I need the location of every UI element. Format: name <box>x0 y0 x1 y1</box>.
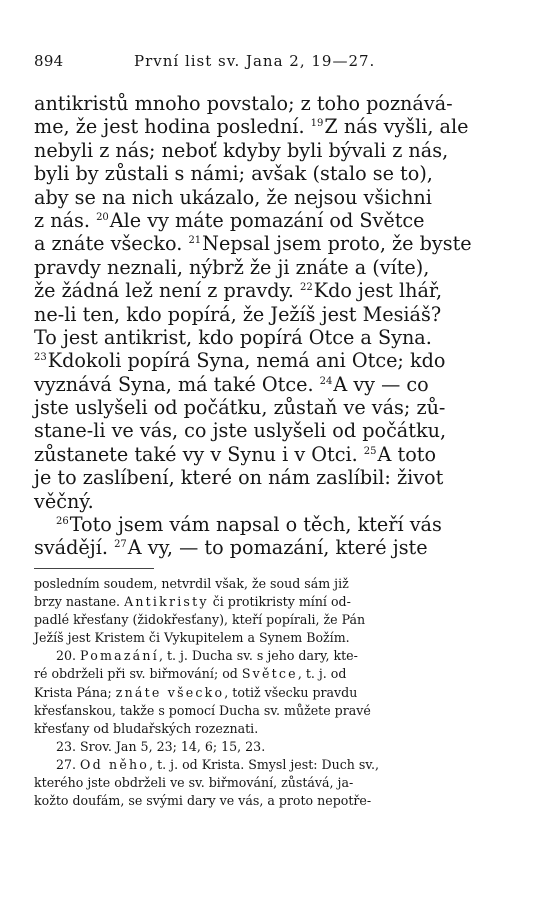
text-run: je to zaslíbení, které on nám zaslíbil: život <box>34 466 444 490</box>
text-run: Nepsal jsem proto, že byste <box>202 232 472 256</box>
text-line <box>34 279 506 302</box>
text-line <box>34 349 506 372</box>
verse-number: 24 <box>319 375 333 387</box>
footnote-line <box>34 611 504 629</box>
verse-number: 21 <box>188 235 202 247</box>
footnote-line <box>34 792 504 810</box>
footnote-line <box>34 684 504 702</box>
text-run: a znáte všecko. <box>34 232 189 256</box>
text-line <box>34 490 506 513</box>
text-run: Kdokoli popírá Syna, nemá ani Otce; kdo <box>47 349 446 373</box>
text-line <box>34 232 506 255</box>
text-run: A vy, — to pomazání, které jste <box>127 536 428 560</box>
text-run: Ale vy máte pomazání od Světce <box>109 208 425 232</box>
footnote-line <box>34 756 504 774</box>
text-run: me, že jest hodina poslední. <box>34 115 311 139</box>
text-line <box>34 186 506 209</box>
text-run: To jest antikrist, kdo popírá Otce a Syna. <box>34 325 432 349</box>
text-run: , t. j. od Krista. Smysl jest: Duch sv., <box>149 756 379 772</box>
footnote-line <box>34 738 504 756</box>
page-header <box>34 52 504 74</box>
verse-number: 27 <box>114 539 127 551</box>
text-run: nebyli z nás; neboť kdyby byli bývali z nás, <box>34 138 449 162</box>
text-run: křesťany od bludařských rozeznati. <box>34 720 259 736</box>
emphasized-term: Antikristy <box>124 594 209 610</box>
text-run: Kdo jest lhář, <box>313 279 443 303</box>
footnote-line <box>34 720 504 738</box>
text-line <box>34 513 506 536</box>
text-run: , t. j. od <box>297 666 347 682</box>
text-run: , t. j. Ducha sv. s jeho dary, kte- <box>158 648 358 664</box>
text-run: z nás. <box>34 208 97 232</box>
footnote-line <box>34 665 504 683</box>
text-run: A vy — co <box>333 372 429 396</box>
verse-number: 26 <box>56 516 69 528</box>
emphasized-term: znáte všecko <box>115 684 225 700</box>
text-run: antikristů mnoho povstalo; z toho poznává- <box>34 92 453 115</box>
text-line <box>34 139 506 162</box>
text-run: kožto doufám, se svými dary ve vás, a proto nepotře- <box>34 793 372 809</box>
emphasized-term: Pomazání <box>80 648 159 664</box>
footnote-line <box>34 629 504 647</box>
verse-number: 25 <box>363 445 377 457</box>
text-line <box>34 92 506 115</box>
text-run: byli by zůstali s námi; avšak (stalo se to), <box>34 162 433 186</box>
verse-number: 23 <box>34 352 47 364</box>
text-run: kterého jste obdrželi ve sv. biřmování, zůstává, ja- <box>34 775 354 791</box>
text-run: křesťanskou, takže s pomocí Ducha sv. můžete pravé <box>34 702 371 718</box>
footnote-line <box>34 647 504 665</box>
text-line <box>34 115 506 138</box>
footnote-line <box>34 702 504 720</box>
footnote-line <box>34 575 504 593</box>
footnote-line <box>34 774 504 792</box>
text-run: svádějí. <box>34 536 115 560</box>
text-line <box>34 396 506 419</box>
text-line <box>34 162 506 185</box>
text-line <box>34 209 506 232</box>
text-run: brzy nastane. <box>34 594 125 610</box>
text-run: A toto <box>377 442 437 466</box>
text-run: aby se na nich ukázalo, že nejsou všichni <box>34 185 432 209</box>
text-line <box>34 466 506 489</box>
emphasized-term: Od něho <box>80 756 150 772</box>
text-run: ne-li ten, kdo popírá, že Ježíš jest Mesiáš? <box>34 302 442 326</box>
footnote-separator <box>34 568 154 569</box>
page-number: 894 <box>34 52 64 70</box>
text-line <box>34 373 506 396</box>
main-text <box>34 92 506 560</box>
text-run: pravdy neznali, nýbrž že ji znáte a (víte), <box>34 255 430 279</box>
text-run: Z nás vyšli, ale <box>324 115 469 139</box>
text-line <box>34 303 506 326</box>
text-run: zůstanete také vy v Synu i v Otci. <box>34 442 364 466</box>
text-run: , totiž všecku pravdu <box>224 684 358 700</box>
text-run: či protikristy míní od- <box>208 594 351 610</box>
text-run: jste uslyšeli od počátku, zůstaň ve vás; zů- <box>34 396 446 420</box>
text-line <box>34 443 506 466</box>
text-run: Krista Pána; <box>34 684 116 700</box>
emphasized-term: Světce <box>241 666 298 682</box>
text-run: padlé křesťany (židokřesťany), kteří popírali, že Pán <box>34 612 366 628</box>
text-run: 23. Srov. Jan 5, 23; 14, 6; 15, 23. <box>56 738 266 754</box>
text-run: Toto jsem vám napsal o těch, kteří vás <box>69 513 442 537</box>
running-title: První list sv. Jana 2, 19—27. <box>134 52 376 70</box>
verse-number: 19 <box>310 118 324 130</box>
text-run: Ježíš jest Kristem či Vykupitelem a Synem Božím. <box>34 630 350 646</box>
text-run: že žádná lež není z pravdy. <box>34 279 301 303</box>
text-run: ré obdrželi při sv. biřmování; od <box>34 666 242 682</box>
text-line <box>34 326 506 349</box>
text-run: vyznává Syna, má také Otce. <box>34 372 320 396</box>
text-line <box>34 536 506 559</box>
text-run: posledním soudem, netvrdil však, že soud sám již <box>34 576 349 591</box>
text-line <box>34 256 506 279</box>
text-line <box>34 419 506 442</box>
text-run: stane-li ve vás, co jste uslyšeli od počátku, <box>34 419 447 443</box>
footnote-line <box>34 593 504 611</box>
text-run: 20. <box>56 648 81 664</box>
verse-number: 22 <box>300 282 313 294</box>
text-run: 27. <box>56 756 81 772</box>
verse-number: 20 <box>96 211 109 223</box>
footnotes <box>34 575 504 810</box>
text-run: věčný. <box>34 489 94 513</box>
